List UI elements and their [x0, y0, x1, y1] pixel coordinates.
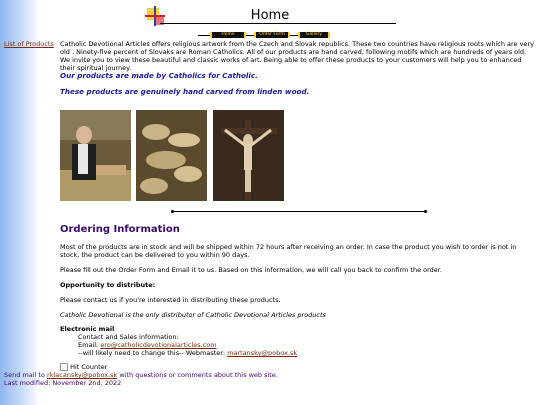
nav-order-form-button[interactable]: Order Form — [254, 32, 290, 38]
intro-text: Catholic Devotional Articles offers religious artwork from the Czech and Slovak republics. These two countries have religious roots which are very old . Ninety-five percent of Slovaks are Roman Catholics. All of our products are hand carved, following motifs which are hundreds of years old. We invite you to view these beautiful and classic works of art. Being able to offer these products to your customers will help you to enhanced their spiritual journey. — [60, 40, 534, 72]
logo — [145, 6, 167, 28]
ordering-p1: Most of the products are in stock and will be shipped within 72 hours after receiving an order. In case the product you wish to order is not in stock, the product can be delivered to you within 90 days. — [60, 243, 517, 259]
sidebar-gradient — [0, 0, 40, 405]
footer-send-prefix: Send mail to — [4, 371, 45, 379]
email-prefix: Email: — [78, 341, 99, 349]
hit-counter-label: Hit Counter — [70, 363, 108, 371]
nav-gallery-button[interactable]: Gallery — [298, 32, 330, 38]
webmaster-email-link[interactable]: martansky@pobox.sk — [227, 349, 298, 357]
nav-home-button[interactable]: Home — [210, 32, 246, 38]
footer-send-suffix: with questions or comments about this web site. — [119, 371, 278, 379]
ordering-p3: Please contact us if you're interested in distributing these products. — [60, 296, 281, 304]
email-line — [78, 341, 540, 349]
section-divider — [172, 211, 426, 212]
hit-counter — [60, 363, 534, 371]
nav-divider — [198, 35, 210, 36]
webmaster-prefix: --will likely need to change this-- Webmaster: — [78, 349, 226, 357]
page-title: Home — [250, 8, 290, 23]
opportunity-heading: Opportunity to distribute: — [60, 281, 156, 289]
nav-divider — [290, 35, 298, 36]
electronic-mail-heading: Electronic mail — [60, 325, 115, 333]
email-link[interactable]: ero@catholicdevotionalarticles.com — [100, 341, 217, 349]
photo-carvings[interactable] — [136, 110, 207, 201]
contact-label: Contact and Sales information: — [78, 333, 179, 341]
footer-send-mail — [4, 371, 278, 379]
emphasis-made-by-catholics: Our products are made by Catholics for Catholic. — [60, 71, 258, 80]
title-underline — [160, 23, 396, 24]
list-of-products-link[interactable]: List of Products — [4, 40, 54, 48]
nav-divider — [246, 35, 254, 36]
ordering-heading: Ordering Information — [60, 224, 180, 235]
footer-email-link[interactable]: rklacansky@pobox.sk — [47, 371, 118, 379]
ordering-p4: Catholic Devotional is the only distributor of Catholic Devotional Articles products — [60, 311, 326, 319]
emphasis-hand-carved: These products are genuinely hand carved from linden wood. — [60, 87, 310, 96]
photo-crucifix[interactable] — [213, 110, 284, 201]
photo-carver[interactable] — [60, 110, 131, 201]
webmaster-line — [78, 349, 540, 357]
footer-last-modified: Last modified: November 2nd, 2022 — [4, 379, 122, 387]
broken-image-icon — [60, 363, 68, 371]
ordering-p2: Please fill out the Order Form and Email it to us. Based on this information, we will call you back to confirm the order. — [60, 266, 442, 274]
